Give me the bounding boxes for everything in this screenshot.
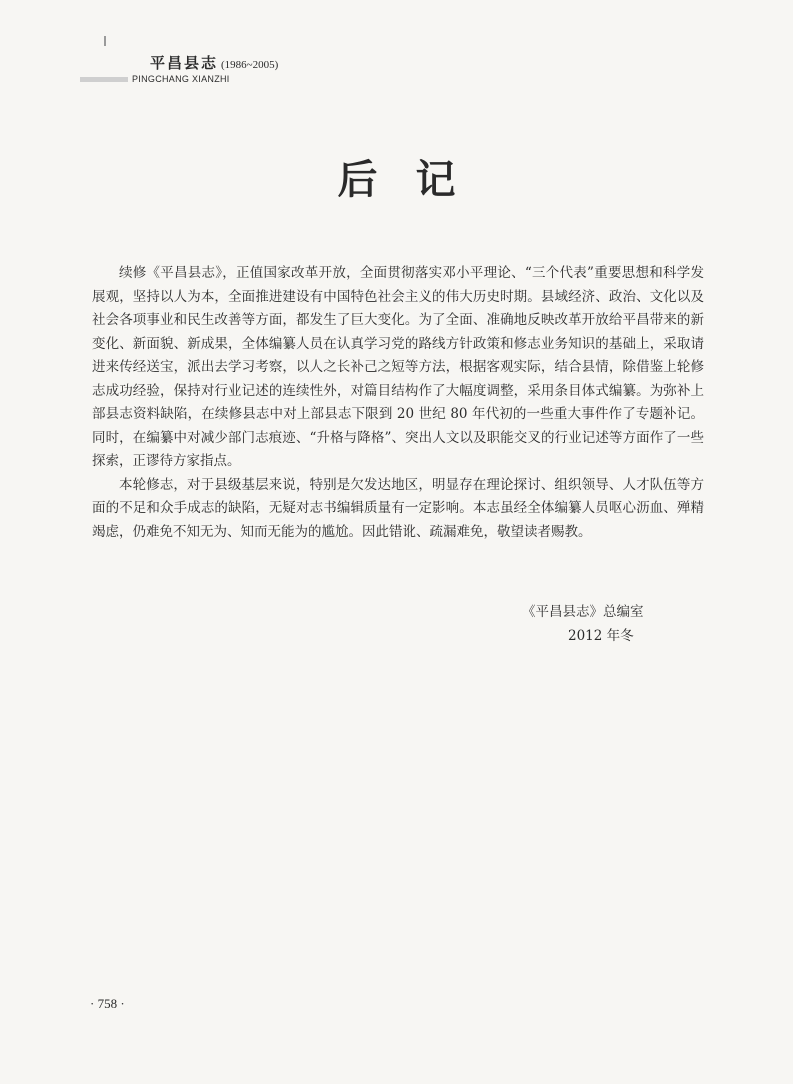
signature-block — [500, 600, 700, 648]
page-number: · 758 · — [90, 996, 125, 1011]
paragraph-2: 本轮修志，对于县级基层来说，特别是欠发达地区，明显存在理论探讨、组织领导、人才队伍等方面的不足和众手成志的缺陷，无疑对志书编辑质量有一定影响。本志虽经全体编纂人员呕心沥血、殚精竭虑，仍难免不知无为、知而无能为的尴尬。因此错讹、疏漏难免，敬望读者赐教。 — [92, 476, 704, 540]
body-text — [92, 262, 704, 544]
running-header — [80, 52, 278, 84]
paragraph-1: 续修《平昌县志》，正值国家改革开放，全面贯彻落实邓小平理论、“三个代表”重要思想和科学发展观，坚持以人为本，全面推进建设有中国特色社会主义的伟大历史时期。县域经济、政治、文化以及社会各项事业和民生改善等方面，都发生了巨大变化。为了全面、准确地反映改革开放给平昌带来的新变化、新面貌、新成果，全体编纂人员在认真学习党的路线方针政策和修志业务知识的基础上，采取请进来传经送宝，派出去学习考察，以人之长补己之短等方法，根据客观实际，结合县情，除借鉴上轮修志成功经验，保持对行业记述的连续性外，对篇目结构作了大幅度调整，采用条目体式编纂。为弥补上部县志资料缺陷，在续修县志中对上部县志下限到 20 世纪 80 年代初的一些重大事件作了专题补记。同时，在编纂中对减少部门志痕迹、“升格与降格”、突出人文以及职能交叉的行业记述等方面作了一些探索，正谬待方家指点。 — [92, 265, 704, 469]
page-title: 后记 — [337, 156, 494, 203]
margin-tick-mark — [104, 36, 106, 46]
signature-org: 《平昌县志》总编室 — [522, 604, 644, 620]
book-title-pinyin: PINGCHANG XIANZHI — [132, 74, 230, 84]
signature-date: 2012 年冬 — [568, 628, 634, 644]
book-years: (1986~2005) — [221, 59, 279, 71]
header-grey-bar — [80, 77, 128, 82]
book-title: 平昌县志 — [150, 54, 219, 72]
